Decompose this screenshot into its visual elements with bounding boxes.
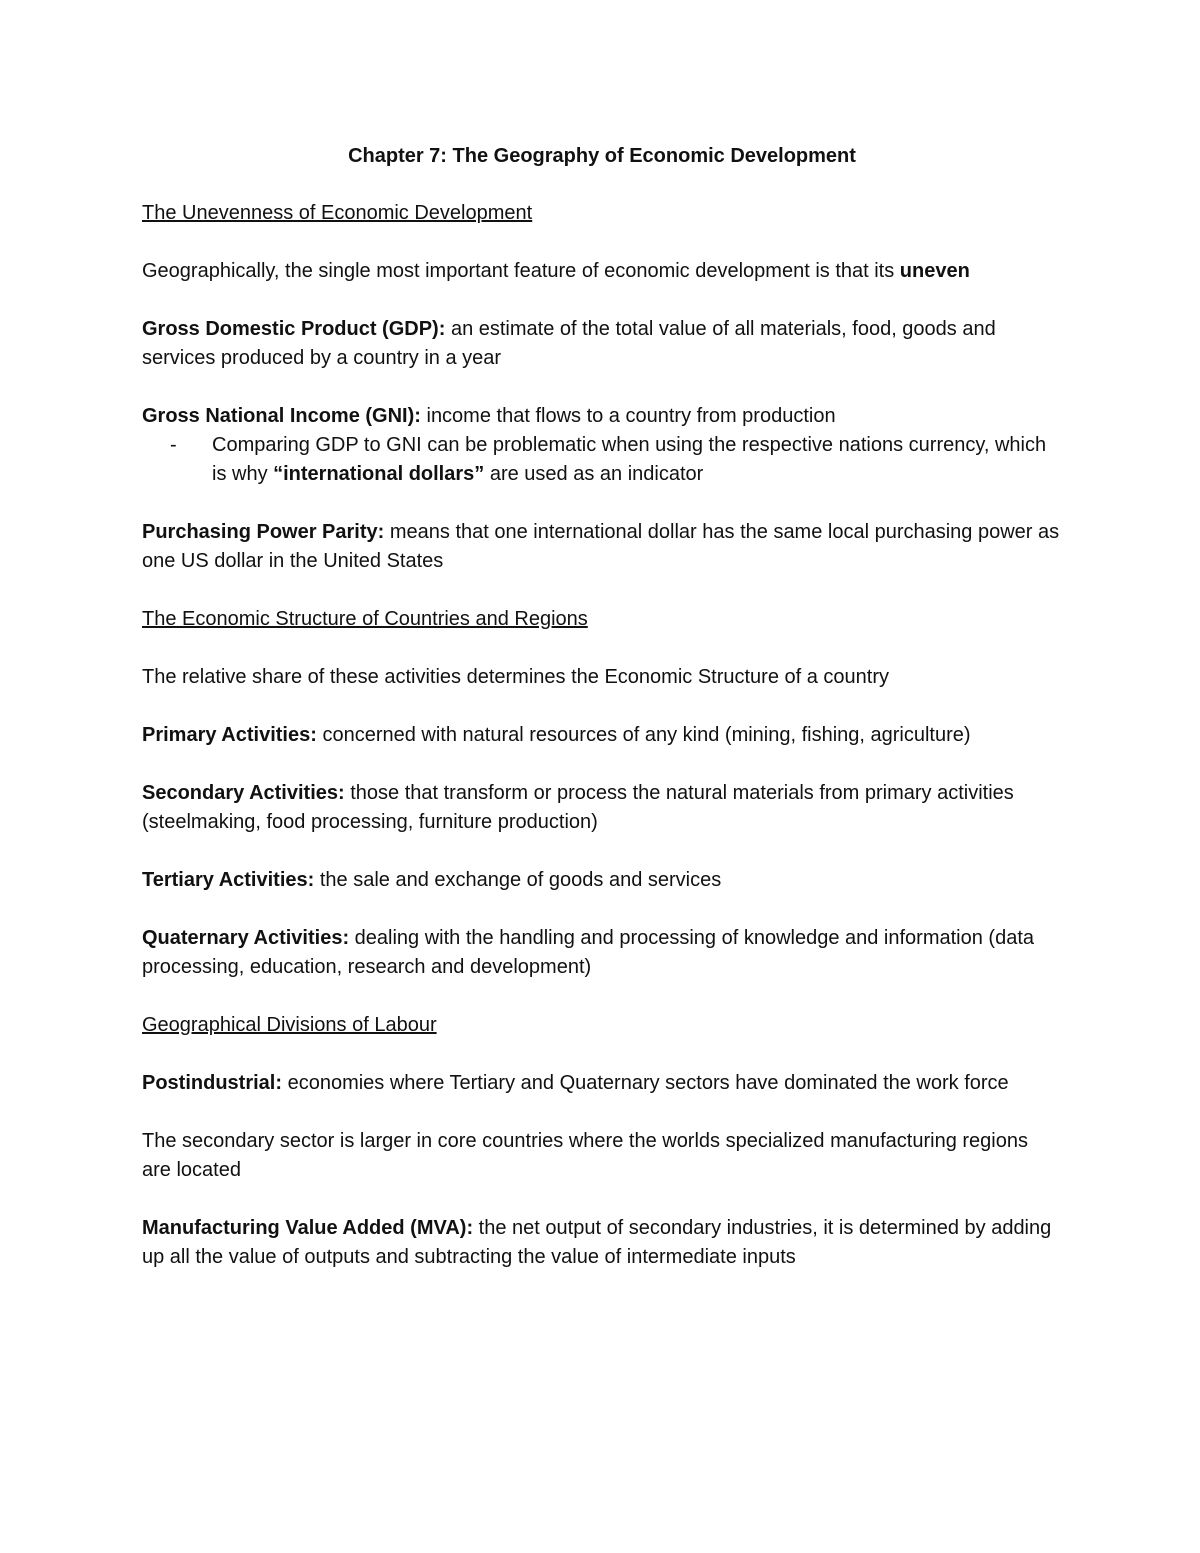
gni-bullet-text-pre: Comparing GDP to GNI can be problematic when using the respective nations currency, which is why	[212, 434, 1047, 485]
definition-mva: the net output of secondary industries, it is determined by adding up all the value of outputs and subtracting the value of intermediate inputs	[142, 1217, 1052, 1268]
gni-bullet-text-bold: “international dollars”	[273, 463, 485, 485]
term-quaternary: Quaternary Activities:	[142, 927, 350, 949]
term-gdp: Gross Domestic Product (GDP):	[142, 318, 446, 340]
term-primary: Primary Activities:	[142, 724, 317, 746]
definition-primary: concerned with natural resources of any kind (mining, fishing, agriculture)	[316, 724, 971, 746]
list-item	[142, 431, 1062, 489]
paragraph-tertiary	[142, 866, 1062, 895]
section-heading-unevenness: The Unevenness of Economic Development	[142, 202, 533, 224]
paragraph-mva	[142, 1214, 1062, 1272]
document-body	[142, 142, 1062, 1301]
term-secondary: Secondary Activities:	[142, 782, 345, 804]
section-heading-economic-structure: The Economic Structure of Countries and Regions	[142, 608, 588, 630]
definition-gdp: an estimate of the total value of all materials, food, goods and services produced by a country in a year	[142, 318, 996, 369]
term-ppp: Purchasing Power Parity:	[142, 521, 385, 543]
paragraph-secondary	[142, 779, 1062, 837]
term-tertiary: Tertiary Activities:	[142, 869, 315, 891]
gni-bullet-list	[142, 431, 1062, 489]
paragraph-unevenness-intro	[142, 257, 1062, 286]
definition-quaternary: dealing with the handling and processing of knowledge and information (data processing, education, research and development)	[142, 927, 1035, 978]
paragraph-gni	[142, 402, 1062, 431]
paragraph-quaternary	[142, 924, 1062, 982]
definition-secondary: those that transform or process the natural materials from primary activities (steelmaking, food processing, furniture production)	[142, 782, 1014, 833]
definition-tertiary: the sale and exchange of goods and services	[314, 869, 722, 891]
paragraph-primary	[142, 721, 1062, 750]
term-gni: Gross National Income (GNI):	[142, 405, 421, 427]
page-title: Chapter 7: The Geography of Economic Development	[348, 145, 856, 167]
gni-bullet-text-post: are used as an indicator	[484, 463, 704, 485]
intro-text: Geographically, the single most important feature of economic development is that its	[142, 260, 900, 282]
paragraph-postindustrial	[142, 1069, 1062, 1098]
paragraph-ppp	[142, 518, 1062, 576]
intro-bold-word: uneven	[899, 260, 970, 282]
definition-ppp: means that one international dollar has the same local purchasing power as one US dollar in the United States	[142, 521, 1060, 572]
section-heading-divisions-of-labour: Geographical Divisions of Labour	[142, 1014, 437, 1036]
term-mva: Manufacturing Value Added (MVA):	[142, 1217, 474, 1239]
paragraph-secondary-sector: The secondary sector is larger in core countries where the worlds specialized manufacturing regions are located	[142, 1130, 1028, 1181]
definition-gni: income that flows to a country from production	[420, 405, 836, 427]
paragraph-structure-intro: The relative share of these activities determines the Economic Structure of a country	[142, 666, 890, 688]
definition-postindustrial: economies where Tertiary and Quaternary sectors have dominated the work force	[282, 1072, 1009, 1094]
term-postindustrial: Postindustrial:	[142, 1072, 283, 1094]
paragraph-gdp	[142, 315, 1062, 373]
bullet-dash: -	[170, 434, 177, 456]
